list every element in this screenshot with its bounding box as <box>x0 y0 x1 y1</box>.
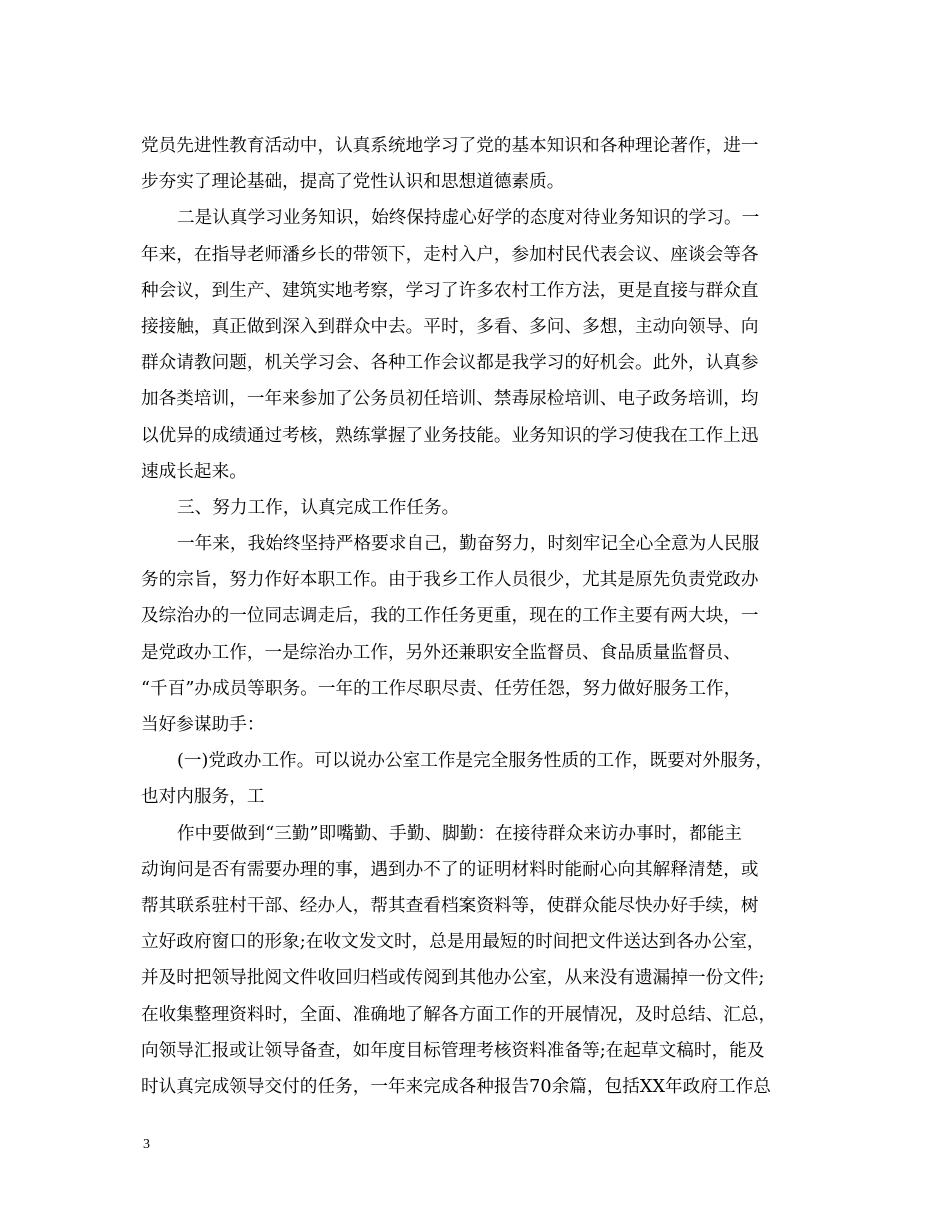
text-line: 步夯实了理论基础，提高了党性认识和思想道德素质。 <box>141 172 565 193</box>
text-line: 一年来，我始终坚持严格要求自己，勤奋努力，时刻牢记全心全意为人民服 <box>177 534 760 555</box>
text-line: 也对内服务，工 <box>141 787 265 808</box>
document-body <box>141 128 811 1105</box>
text-line: 种会议，到生产、建筑实地考察，学习了许多农村工作方法，更是直接与群众直 <box>141 280 759 301</box>
text-line: 及综治办的一位同志调走后，我的工作任务更重，现在的工作主要有两大块，一 <box>141 606 759 627</box>
text-line: 务的宗旨，努力作好本职工作。由于我乡工作人员很少，尤其是原先负责党政办 <box>141 570 759 591</box>
text-line: 二是认真学习业务知识，始终保持虚心好学的态度对待业务知识的学习。一 <box>177 208 760 229</box>
text-line: 速成长起来。 <box>141 461 247 482</box>
text-line: 加各类培训，一年来参加了公务员初任培训、禁毒尿检培训、电子政务培训，均 <box>141 389 759 410</box>
text-line: 立好政府窗口的形象;在收文发文时，总是用最短的时间把文件送达到各办公室， <box>141 932 765 953</box>
text-line: 动询问是否有需要办理的事，遇到办不了的证明材料时能耐心向其解释清楚，或 <box>141 859 759 880</box>
text-line: 是党政办工作，一是综治办工作，另外还兼职安全监督员、食品质量监督员、 <box>141 642 741 663</box>
text-line: 以优异的成绩通过考核，熟练掌握了业务技能。业务知识的学习使我在工作上迅 <box>141 425 759 446</box>
text-line: 帮其联系驻村干部、经办人，帮其查看档案资料等，使群众能尽快办好手续，树 <box>141 895 759 916</box>
text-line: 当好参谋助手： <box>141 715 265 735</box>
text-line: 党员先进性教育活动中，认真系统地学习了党的基本知识和各种理论著作，进一 <box>141 136 759 156</box>
text-line: 年来，在指导老师潘乡长的带领下，走村入户，参加村民代表会议、座谈会等各 <box>141 244 759 265</box>
text-line: (一)党政办工作。可以说办公室工作是完全服务性质的工作，既要对外服务， <box>177 751 774 772</box>
text-line: 在收集整理资料时，全面、准确地了解各方面工作的开展情况，及时总结、汇总， <box>141 1004 777 1025</box>
text-line: 群众请教问题，机关学习会、各种工作会议都是我学习的好机会。此外，认真参 <box>141 353 759 374</box>
text-line: 向领导汇报或让领导备查，如年度目标管理考核资料准备等;在起草文稿时，能及 <box>141 1040 765 1061</box>
text-line: 时认真完成领导交付的任务，一年来完成各种报告70余篇，包括XX年政府工作总 <box>141 1076 771 1097</box>
text-line: 三、努力工作，认真完成工作任务。 <box>177 497 460 518</box>
text-line: 作中要做到“三勤”即嘴勤、手勤、脚勤：在接待群众来访办事时，都能主 <box>177 823 743 844</box>
text-line: 并及时把领导批阅文件收回归档或传阅到其他办公室，从来没有遗漏掉一份文件; <box>141 968 765 989</box>
text-line: 接接触，真正做到深入到群众中去。平时，多看、多问、多想，主动向领导、向 <box>141 316 759 337</box>
text-line: “千百”办成员等职务。一年的工作尽职尽责、任劳任怨，努力做好服务工作， <box>141 678 742 699</box>
page-number: 3 <box>143 1137 150 1152</box>
